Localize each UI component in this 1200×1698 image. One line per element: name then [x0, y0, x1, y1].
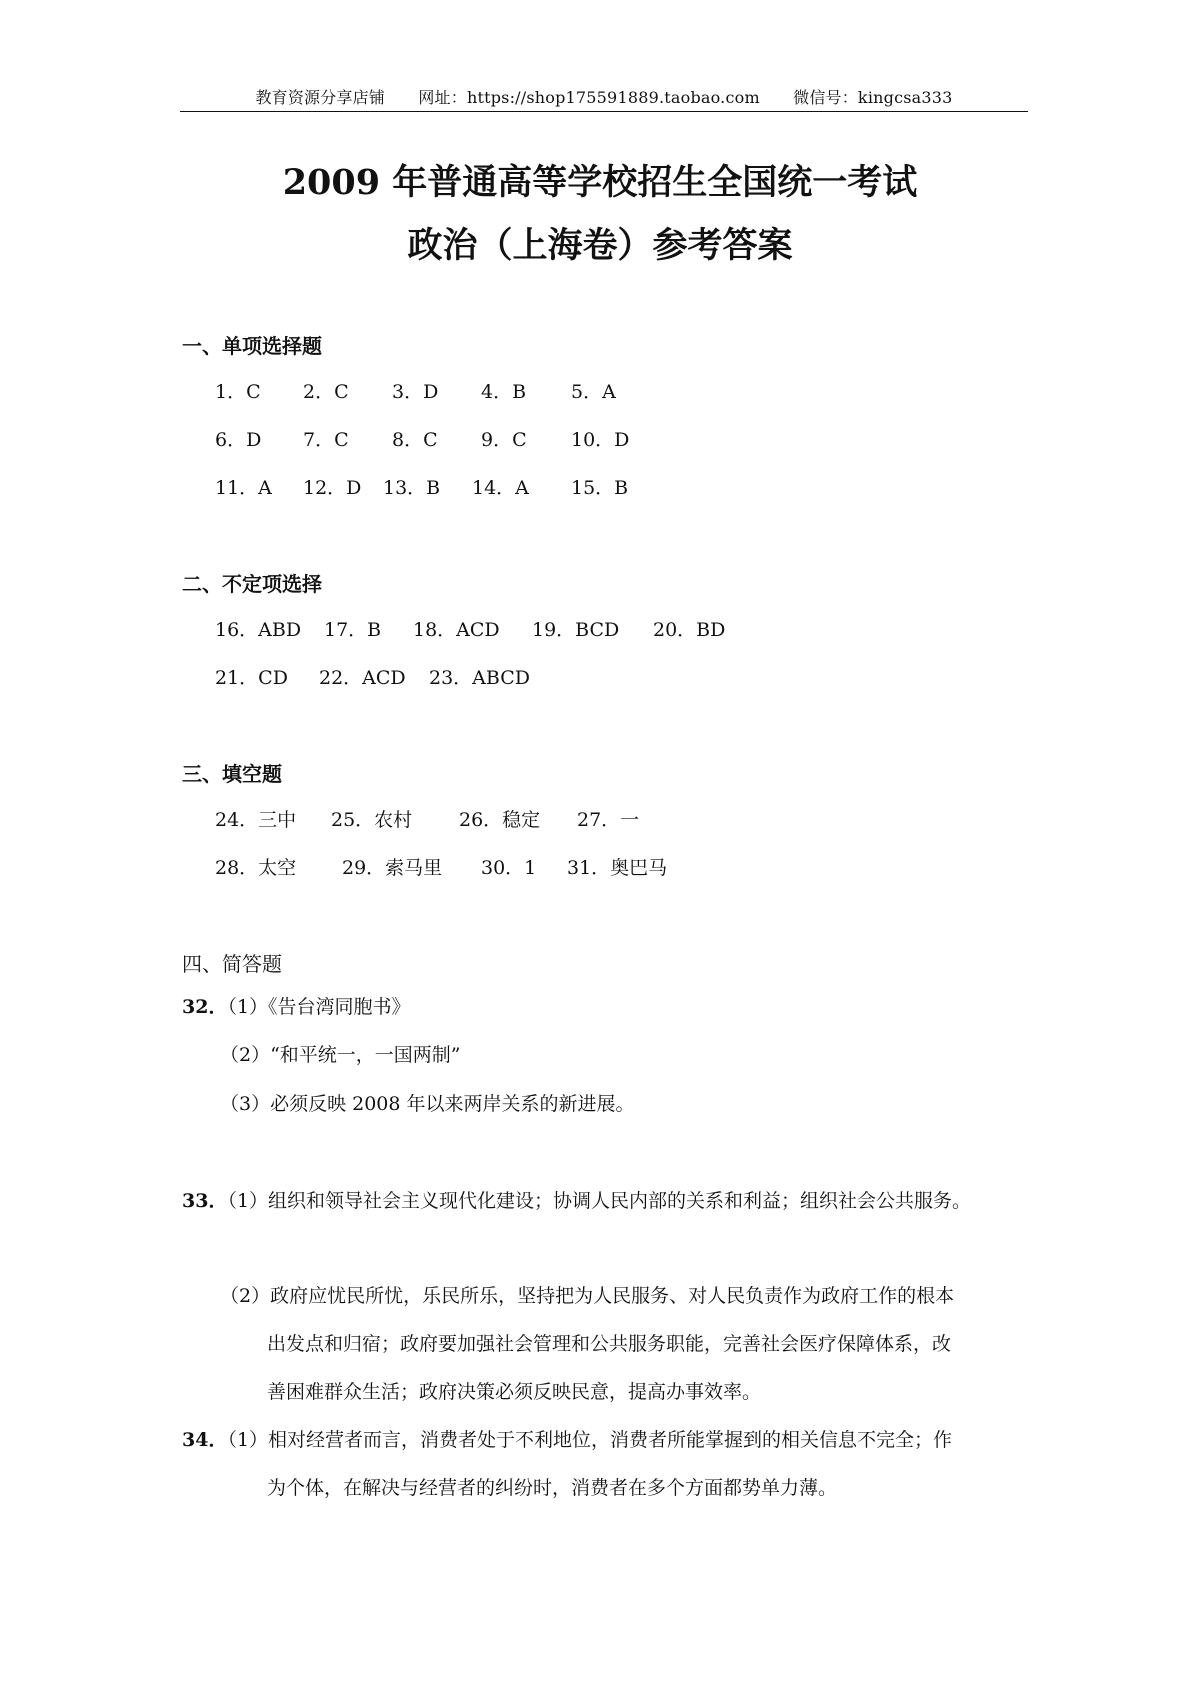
answer-text: （3）必须反映 2008 年以来两岸关系的新进展。: [220, 1093, 635, 1115]
answer-item: 24．三中: [215, 809, 297, 831]
answer-item: 12．D: [303, 477, 362, 499]
answer-item: 20．BD: [653, 619, 726, 641]
answer-row: [215, 377, 616, 404]
answer-item: 10．D: [571, 429, 630, 451]
answer-item: 31．奥巴马: [567, 857, 668, 879]
question-number: 34．: [182, 1429, 228, 1451]
answer-item: 2．C: [303, 381, 349, 403]
answer-text: （2）“和平统一，一国两制”: [220, 1044, 461, 1066]
answer-item: 1．C: [215, 381, 261, 403]
answer-item: 21．CD: [215, 667, 288, 689]
section-heading-short-answer: 四、简答题: [182, 952, 282, 976]
answer-item: 19．BCD: [532, 619, 620, 641]
header-url: 网址：https://shop175591889.taobao.com: [418, 88, 760, 107]
answer-item: 16．ABD: [215, 619, 302, 641]
answer-text: （1）组织和领导社会主义现代化建设；协调人民内部的关系和利益；组织社会公共服务。: [227, 1190, 972, 1212]
answer-text: 为个体，在解决与经营者的纠纷时，消费者在多个方面都势单力薄。: [267, 1477, 838, 1499]
answer-row: [215, 473, 628, 500]
answer-text: （1）相对经营者而言，消费者处于不利地位，消费者所能掌握到的相关信息不完全；作: [227, 1429, 953, 1451]
answer-item: 27．一: [577, 809, 640, 831]
page-subtitle: 政治（上海卷）参考答案: [407, 225, 793, 266]
answer-row: [215, 853, 667, 880]
answer-item: 4．B: [481, 381, 527, 403]
page-title: 2009 年普通高等学校招生全国统一考试: [282, 162, 918, 203]
answer-item: 29．索马里: [342, 857, 443, 879]
answer-item: 8．C: [392, 429, 438, 451]
answer-text: 出发点和归宿；政府要加强社会管理和公共服务职能，完善社会医疗保障体系，改: [267, 1333, 952, 1355]
answer-item: 3．D: [392, 381, 439, 403]
answer-item: 15．B: [571, 477, 629, 499]
answer-row: [215, 805, 639, 832]
answer-row: [215, 663, 530, 690]
answer-item: 28．太空: [215, 857, 297, 879]
answer-item: 17．B: [324, 619, 382, 641]
question-32: [182, 983, 411, 1032]
answer-item: 25．农村: [331, 809, 413, 831]
answer-text: （1）《告台湾同胞书》: [227, 996, 411, 1018]
answer-text: （2）政府应忧民所忧，乐民所乐，坚持把为人民服务、对人民负责作为政府工作的根本: [220, 1285, 955, 1307]
answer-item: 18．ACD: [413, 619, 500, 641]
page-header: [180, 85, 1028, 108]
answer-item: 26．稳定: [459, 809, 541, 831]
question-number: 32．: [182, 996, 228, 1018]
section-heading-multiple-choice: 二、不定项选择: [182, 572, 322, 596]
answer-row: [215, 425, 629, 452]
answer-item: 23．ABCD: [429, 667, 530, 689]
answer-item: 13．B: [383, 477, 441, 499]
question-number: 33．: [182, 1190, 228, 1212]
header-shop: 教育资源分享店铺: [255, 88, 386, 107]
header-divider: [180, 111, 1028, 112]
answer-row: [215, 615, 725, 642]
section-heading-fill-blank: 三、填空题: [182, 762, 282, 786]
header-wechat: 微信号：kingcsa333: [793, 88, 953, 107]
question-33: [182, 1177, 971, 1226]
answer-item: 14．A: [472, 477, 529, 499]
question-34: [182, 1416, 952, 1465]
answer-item: 6．D: [215, 429, 262, 451]
answer-item: 11．A: [215, 477, 272, 499]
section-heading-single-choice: 一、单项选择题: [182, 334, 322, 358]
answer-item: 9．C: [481, 429, 527, 451]
answer-item: 22．ACD: [319, 667, 406, 689]
answer-item: 5．A: [571, 381, 616, 403]
answer-item: 30．1: [481, 857, 537, 879]
answer-text: 善困难群众生活；政府决策必须反映民意，提高办事效率。: [267, 1381, 762, 1403]
answer-item: 7．C: [303, 429, 349, 451]
